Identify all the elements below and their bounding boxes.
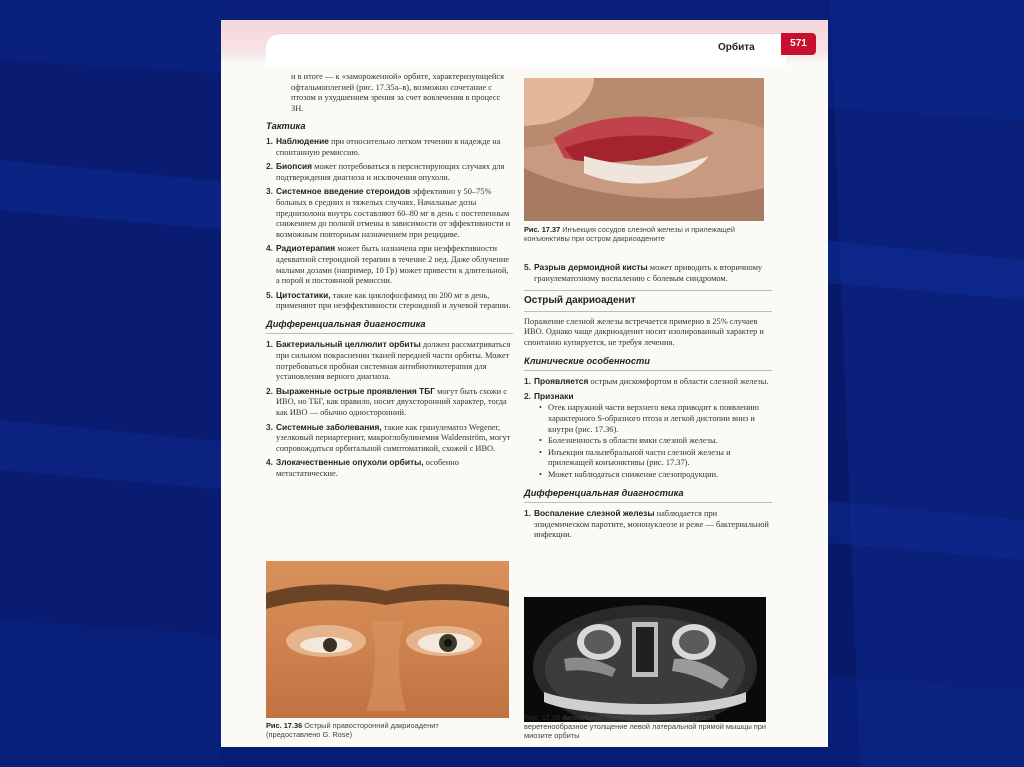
differential-list-2 — [524, 508, 772, 541]
figure-17-36-photo — [266, 561, 509, 718]
list-item: 5. Разрыв дермоидной кисты может приводить к вторичному гранулематозному воспалению с болевым синдромом. — [524, 262, 763, 283]
clinical-list — [524, 376, 772, 480]
list-item: 4. Радиотерапия может быть назначена при неэффективности адекватной стероидной терапии в течение 2 нед. Даже облучение малыми дозами (например, 10 Гр) может привести к длительной, а порой и постоянной ремиссии. — [266, 243, 510, 286]
differential-heading: Дифференциальная диагностика — [266, 318, 426, 329]
list-item: 2. Признаки • Отек наружной части верхнего века приводит к появлению характерного S-образного птоза и легкой дистопии вниз и кнутри (рис. 17.36). • Болезненность в области ямки слезной железы. • Инъекция пальпебральной части слезной железы и прилежащей конъюнктивы (рис. 17.37). • Может наблюдаться снижение слезопродукции. — [524, 391, 772, 481]
book-page — [221, 20, 828, 747]
clinical-features-heading: Клинические особенности — [524, 355, 650, 366]
tactics-heading: Тактика — [266, 121, 306, 132]
list-item: 1. Проявляется острым дискомфортом в области слезной железы. — [524, 376, 769, 387]
section-title: Орбита — [718, 42, 755, 53]
divider — [266, 333, 513, 334]
figure-17-38-ct-scan — [524, 597, 766, 722]
divider — [524, 370, 772, 371]
list-item: • Болезненность в области ямки слезной железы. — [534, 436, 772, 447]
divider — [524, 290, 772, 291]
list-item: 2. Выраженные острые проявления ТБГ могут быть схожи с ИВО, но ТБГ, как правило, носит двухсторонний характер, тогда как ИВО — обычно односторонний. — [266, 385, 507, 418]
figure-17-38-caption: Рис. 17.38 Аксиальная проекция КТ, демонстрирующая веретенообразное утолщение левой латеральной прямой мышцы при миозите орбиты — [524, 713, 767, 740]
figure-17-37-caption: Рис. 17.37 Инъекция сосудов слезной железы и прилежащей конъюнктивы при остром дакриоадените — [524, 225, 736, 243]
differential-list — [266, 339, 513, 479]
list-item: 5. Цитостатики, такие как циклофосфамид по 200 мг в день, применяют при неэффективности стероидной и лучевой терапии. — [266, 289, 511, 311]
acute-paragraph: Поражение слезной железы встречается примерно в 25% случаев ИВО. Однако чаще дакриоаденит носит изолированный характер и спонтанно купируется, не требуя лечения. — [524, 316, 764, 347]
list-item: • Может наблюдаться снижение слезопродукции. — [534, 470, 772, 481]
lacrimal-gland-photo-image — [524, 78, 764, 221]
list-item: 3. Системное введение стероидов эффективно у 50–75% больных в средних и тяжелых случаях. Начальные дозы преднизолона внутрь составляют 60–80 мг в день с постепенным снижением до полной отмены в зависимости от эффективности и возможным повторным назначением при рецидиве. — [266, 186, 511, 239]
intro-paragraph: и в итоге — к «замороженной» орбите, характеризующейся офтальмоплегией (рис. 17.35а–в), возможно сочетание с птозом и ухудшением зрения за счет вовлечения в процесс ЗН. — [291, 72, 504, 113]
tactics-list — [266, 136, 513, 312]
eyes-photo-image — [266, 561, 509, 718]
figure-17-37-photo — [524, 78, 764, 221]
divider — [524, 502, 772, 503]
list-item: 1. Воспаление слезной железы наблюдается при эпидемическом паротите, мононуклеозе и реже — бактериальной инфекции. — [524, 508, 769, 540]
figure-17-36-caption: Рис. 17.36 Острый правосторонний дакриоаденит (предоставлено G. Rose) — [266, 721, 439, 739]
page-number: 571 — [781, 33, 816, 55]
ct-scan-image — [524, 597, 766, 722]
signs-list — [534, 403, 772, 480]
list-item: 1. Бактериальный целлюлит орбиты должен рассматриваться при сильном покраснении тканей передней части орбиты. Может потребоваться пробная системная антибиотикотерапия для установления верного диагноза. — [266, 339, 511, 382]
list-item: 2. Биопсия может потребоваться в персистирующих случаях для подтверждения диагноза и исключения опухоли. — [266, 161, 505, 182]
right-column — [524, 262, 772, 544]
list-item: 1. Наблюдение при относительно легком течении в надежде на спонтанную ремиссию. — [266, 135, 501, 157]
differential-heading-2: Дифференциальная диагностика — [524, 487, 684, 498]
list-item: • Инъекция пальпебральной части слезной железы и прилежащей конъюнктивы (рис. 17.37). — [534, 448, 772, 469]
page-header-tab — [266, 33, 786, 67]
divider — [524, 311, 772, 312]
list-item: 3. Системные заболевания, такие как гранулематоз Wegener, узелковый периартериит, макроглобулинемия Waldenström, могут сопровождаться орбитальной симптоматикой, схожей с ИВО. — [266, 421, 511, 453]
list-item: 4. Злокачественные опухоли орбиты, особенно метастатические. — [266, 457, 459, 478]
left-column — [266, 72, 513, 483]
list-item: • Отек наружной части верхнего века приводит к появлению характерного S-образного птоза и легкой дистопии вниз и кнутри (рис. 17.36). — [534, 403, 772, 435]
dermoid-list — [524, 262, 772, 284]
acute-dacryoadenitis-heading: Острый дакриоаденит — [524, 295, 636, 307]
